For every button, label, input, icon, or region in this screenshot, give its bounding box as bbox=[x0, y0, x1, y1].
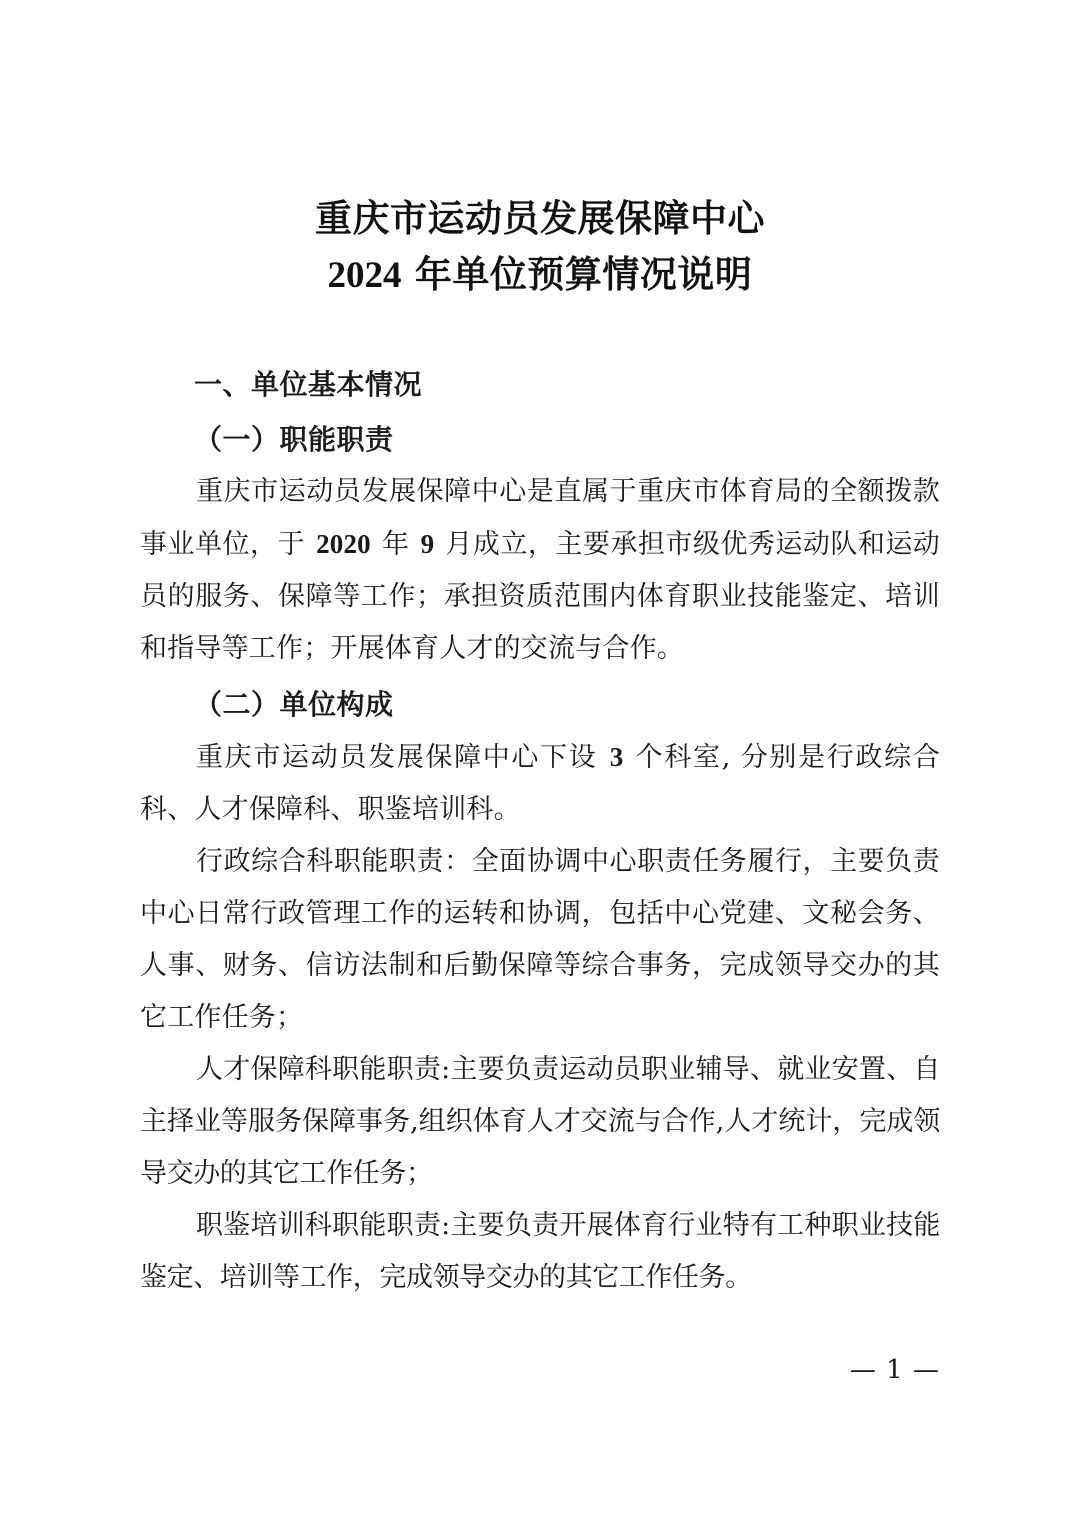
page-title bbox=[140, 0, 940, 304]
paragraph-composition: 重庆市运动员发展保障中心下设 3 个科室, 分别是行政综合科、人才保障科、职鉴培训科。 bbox=[140, 742, 940, 825]
subsection-heading-composition: （二）单位构成 bbox=[194, 688, 394, 721]
paragraph-talent-office: 人才保障科职能职责:主要负责运动员职业辅导、就业安置、自主择业等服务保障事务,组织体育人才交流与合作,人才统计，完成领导交办的其它工作任务； bbox=[140, 1054, 940, 1189]
page-title-line-2: 2024 年单位预算情况说明 bbox=[327, 252, 753, 296]
paragraph-admin-office: 行政综合科职能职责：全面协调中心职责任务履行，主要负责中心日常行政管理工作的运转和协调，包括中心党建、文秘会务、人事、财务、信访法制和后勤保障等综合事务，完成领导交办的其它工作任务； bbox=[140, 846, 940, 1033]
paragraph-training-office: 职鉴培训科职能职责:主要负责开展体育行业特有工种职业技能鉴定、培训等工作，完成领导交办的其它工作任务。 bbox=[140, 1210, 940, 1293]
subsection-heading-duties: （一）职能职责 bbox=[194, 423, 394, 456]
page-title-line-1: 重庆市运动员发展保障中心 bbox=[315, 196, 765, 240]
page-number-footer: — 1 — bbox=[849, 1355, 940, 1385]
section-heading-unit-basics: 一、单位基本情况 bbox=[194, 368, 423, 401]
paragraph-duties: 重庆市运动员发展保障中心是直属于重庆市体育局的全额拨款事业单位，于 2020 年 9 月成立，主要承担市级优秀运动队和运动员的服务、保障等工作；承担资质范围内体育职业技能鉴定、培训和指导等工作；开展体育人才的交流与合作。 bbox=[140, 476, 941, 664]
document-body bbox=[140, 0, 940, 1304]
